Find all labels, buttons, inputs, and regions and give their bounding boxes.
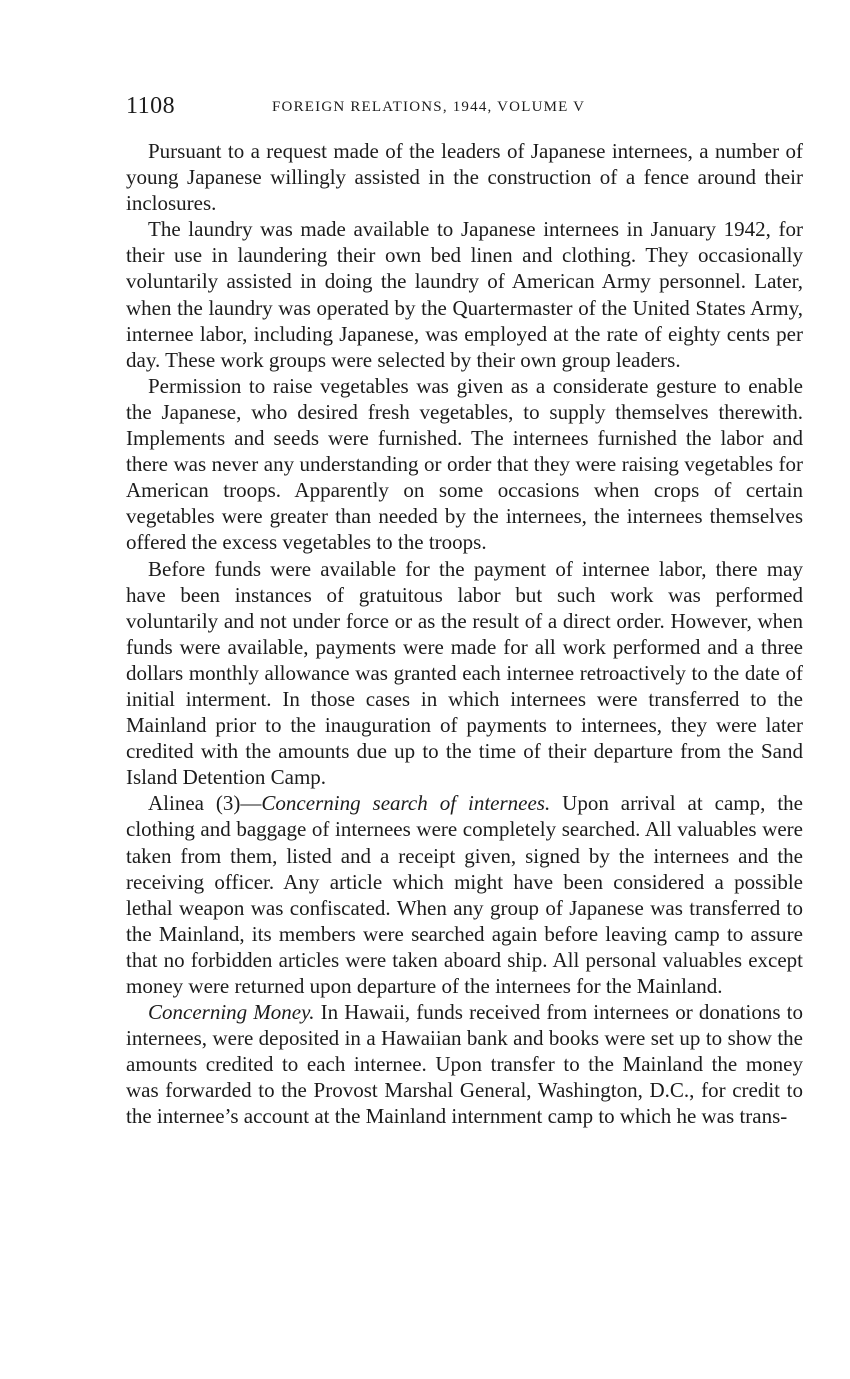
body-text <box>126 138 803 1130</box>
section-heading-money: Concerning Money. <box>148 1000 315 1025</box>
alinea-label: Alinea (3)— <box>148 791 262 816</box>
paragraph-fence: Pursuant to a request made of the leaders of Japanese internees, a number of young Japanese willingly assisted in the construction of a fence around their inclosures. <box>126 139 803 216</box>
paragraph-money <box>126 999 803 1129</box>
running-header-title: FOREIGN RELATIONS, 1944, VOLUME V <box>272 99 586 115</box>
paragraph-search-of-internees <box>126 790 803 999</box>
paragraph-laundry: The laundry was made available to Japanese internees in January 1942, for their use in laundering their own bed linen and clothing. They occasionally voluntarily assisted in doing the laundry of American Army personnel. Later, when the laundry was operated by the Quartermaster of the United States Army, internee labor, including Japanese, was employed at the rate of eighty cents per day. These work groups were selected by their own group leaders. <box>126 217 803 372</box>
paragraph-internee-labor: Before funds were available for the payment of internee labor, there may have been instances of gratuitous labor but such work was performed voluntarily and not under force or as the result of a direct order. However, when funds were available, payments were made for all work performed and a three dollars monthly allowance was granted each internee retroactively to the date of initial interment. In those cases in which internees were transferred to the Mainland prior to the inauguration of payments to internees, they were later credited with the amounts due up to the time of their departure from the Sand Island Detention Camp. <box>126 556 803 790</box>
paragraph-money-body: In Hawaii, funds received from internees or donations to internees, were deposited in a Hawaiian bank and books were set up to show the amounts credited to each internee. Upon transfer to the Mainland the money was forwarded to the Provost Marshal General, Washington, D.C., for credit to the internee’s account at the Mainland internment camp to which he was trans- <box>126 1000 803 1129</box>
running-header <box>126 92 803 122</box>
paragraph-vegetables: Permission to raise vegetables was given as a considerate gesture to enable the Japanese, who desired fresh vegetables, to supply themselves therewith. Implements and seeds were furnished. The internees furnished the labor and there was never any understanding or order that they were raising vegetables for American troops. Apparently on some occasions when crops of certain vegetables were greater than needed by the internees, the internees themselves offered the excess vegetables to the troops. <box>126 373 803 555</box>
paragraph-search-body: Upon arrival at camp, the clothing and baggage of internees were completely searched. All valuables were taken from them, listed and a receipt given, signed by the internees and the receiving officer. Any article which might have been considered a possible lethal weapon was confiscated. When any group of Japanese was transferred to the Mainland, its members were searched again before leaving camp to assure that no forbidden articles were taken aboard ship. All personal valuables except money were returned upon departure of the internees for the Mainland. <box>126 791 803 998</box>
page-number: 1108 <box>126 93 176 119</box>
section-heading-search: Concerning search of internees. <box>261 791 551 816</box>
